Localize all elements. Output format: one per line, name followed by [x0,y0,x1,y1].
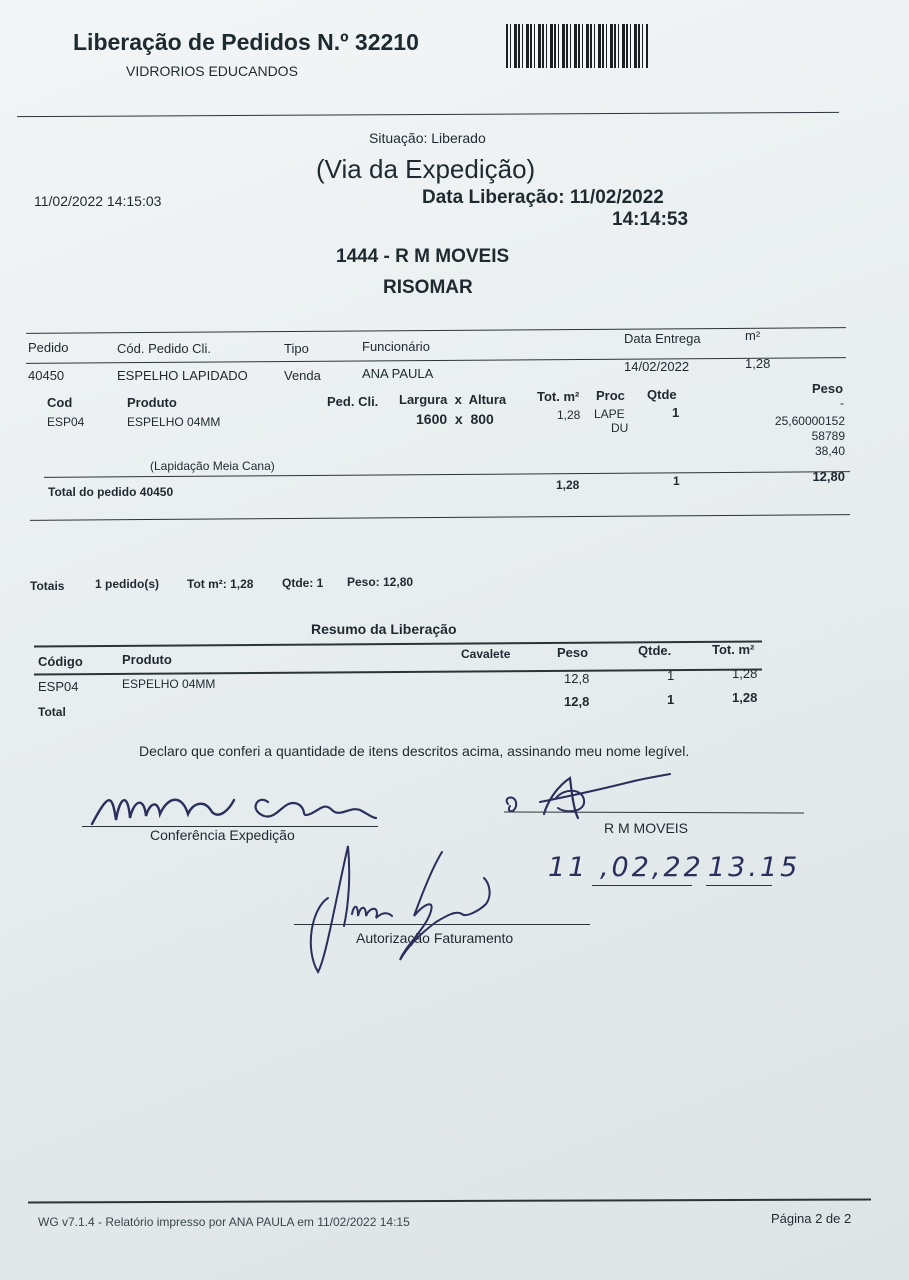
totals-qtde: Qtde: 1 [282,576,324,590]
col-cod-pedido-cli-header: Cód. Pedido Cli. [117,341,211,356]
time-underline [706,885,772,886]
conferencia-label: Conferência Expedição [150,827,295,843]
resumo-header-rule [34,668,762,675]
item-col-qtde: Qtde [647,387,677,402]
item-proc-line1: LAPE [594,407,625,421]
footer-report-info: WG v7.1.4 - Relatório impresso por ANA PAULA em 11/02/2022 14:15 [38,1215,410,1229]
declaration-text: Declaro que conferi a quantidade de itens descritos acima, assinando meu nome legível. [139,743,690,759]
item-col-ped-cli: Ped. Cli. [327,394,379,409]
resumo-row-qtde: 1 [667,668,675,683]
resumo-row-tot-m2: 1,28 [732,666,758,681]
date-underline [592,885,692,886]
totals-peso: Peso: 12,80 [347,575,414,589]
resumo-row-peso: 12,8 [564,671,590,686]
order-total-peso: 12,80 [812,469,845,484]
col-funcionario-header: Funcionário [362,339,430,354]
resumo-col-tot-m2: Tot. m² [712,642,755,657]
header-divider [17,112,839,117]
client-signature [500,768,680,828]
resumo-col-cavalete: Cavalete [461,647,511,661]
resumo-total-tot-m2: 1,28 [732,690,758,705]
order-header-rule [26,357,846,364]
col-data-entrega-header: Data Entrega [624,331,701,346]
client-signature-label: R M MOVEIS [604,820,689,836]
order-funcionario: ANA PAULA [362,366,434,381]
resumo-total-qtde: 1 [667,692,675,707]
item-proc-line2: DU [611,421,629,435]
client-name: 1444 - R M MOVEIS [336,246,510,267]
item-col-tot-m2: Tot. m² [537,389,580,404]
order-data-entrega: 14/02/2022 [624,359,690,374]
col-pedido-header: Pedido [28,340,69,355]
via-title: (Via da Expedição) [316,154,536,184]
situacao-text: Situação: Liberado [369,130,486,146]
resumo-title: Resumo da Liberação [311,621,457,637]
footer-rule [28,1199,871,1204]
resumo-col-qtde: Qtde. [638,643,672,658]
resumo-total-label: Total [38,705,66,719]
autorizacao-label: Autorização Faturamento [356,930,514,946]
item-produto: ESPELHO 04MM [127,415,221,429]
order-total-label: Total do pedido 40450 [48,485,174,499]
autorizacao-signature [296,838,506,978]
document-title: Liberação de Pedidos N.º 32210 [73,29,419,55]
footer-page-number: Página 2 de 2 [771,1211,852,1226]
col-tipo-header: Tipo [284,341,309,356]
item-col-cod: Cod [47,395,73,410]
company-name: VIDRORIOS EDUCANDOS [126,63,298,79]
item-col-peso: Peso [812,381,844,396]
item-tot-m2: 1,28 [557,408,581,422]
barcode [506,24,648,68]
order-table-top-rule [26,327,846,334]
item-dimensoes: 1600 x 800 [416,411,494,427]
resumo-col-produto: Produto [122,652,172,667]
order-total-m2: 1,28 [556,478,580,492]
totals-pedidos: 1 pedido(s) [95,577,160,591]
data-liberacao: Data Liberação: 11/02/2022 [422,187,664,208]
order-table-bottom-rule [30,514,850,521]
item-col-proc: Proc [596,388,625,403]
data-liberacao-time: 14:14:53 [612,209,689,230]
order-pedido: 40450 [28,368,65,383]
client-trade-name: RISOMAR [383,277,473,298]
item-peso-dash: - [840,396,844,410]
item-qtde: 1 [672,405,680,420]
item-note: (Lapidação Meia Cana) [150,459,275,473]
handwritten-time: 13.15 [708,852,801,883]
totals-tot-m2: Tot m²: 1,28 [187,577,254,591]
item-peso-line3: 38,40 [814,444,845,458]
handwritten-date: 11 ,02,22 [548,852,704,883]
resumo-total-peso: 12,8 [564,694,590,709]
resumo-col-peso: Peso [557,645,589,660]
order-cod-pedido-cli: ESPELHO LAPIDADO [117,368,248,383]
col-m2-header: m² [745,328,761,343]
item-cod: ESP04 [47,415,85,429]
item-col-produto: Produto [127,395,177,410]
item-peso-line1: 25,60000152 [774,414,845,428]
printed-datetime: 11/02/2022 14:15:03 [34,193,162,209]
order-m2: 1,28 [745,356,771,371]
resumo-row-codigo: ESP04 [38,679,79,694]
totals-label: Totais [30,579,65,593]
order-total-qtde: 1 [673,474,680,488]
item-col-largura-altura: Largura x Altura [399,392,507,407]
conferencia-signature [88,784,378,830]
resumo-row-produto: ESPELHO 04MM [122,677,216,691]
item-peso-line2: 58789 [811,429,845,443]
order-tipo: Venda [284,368,321,383]
resumo-col-codigo: Código [38,654,83,669]
